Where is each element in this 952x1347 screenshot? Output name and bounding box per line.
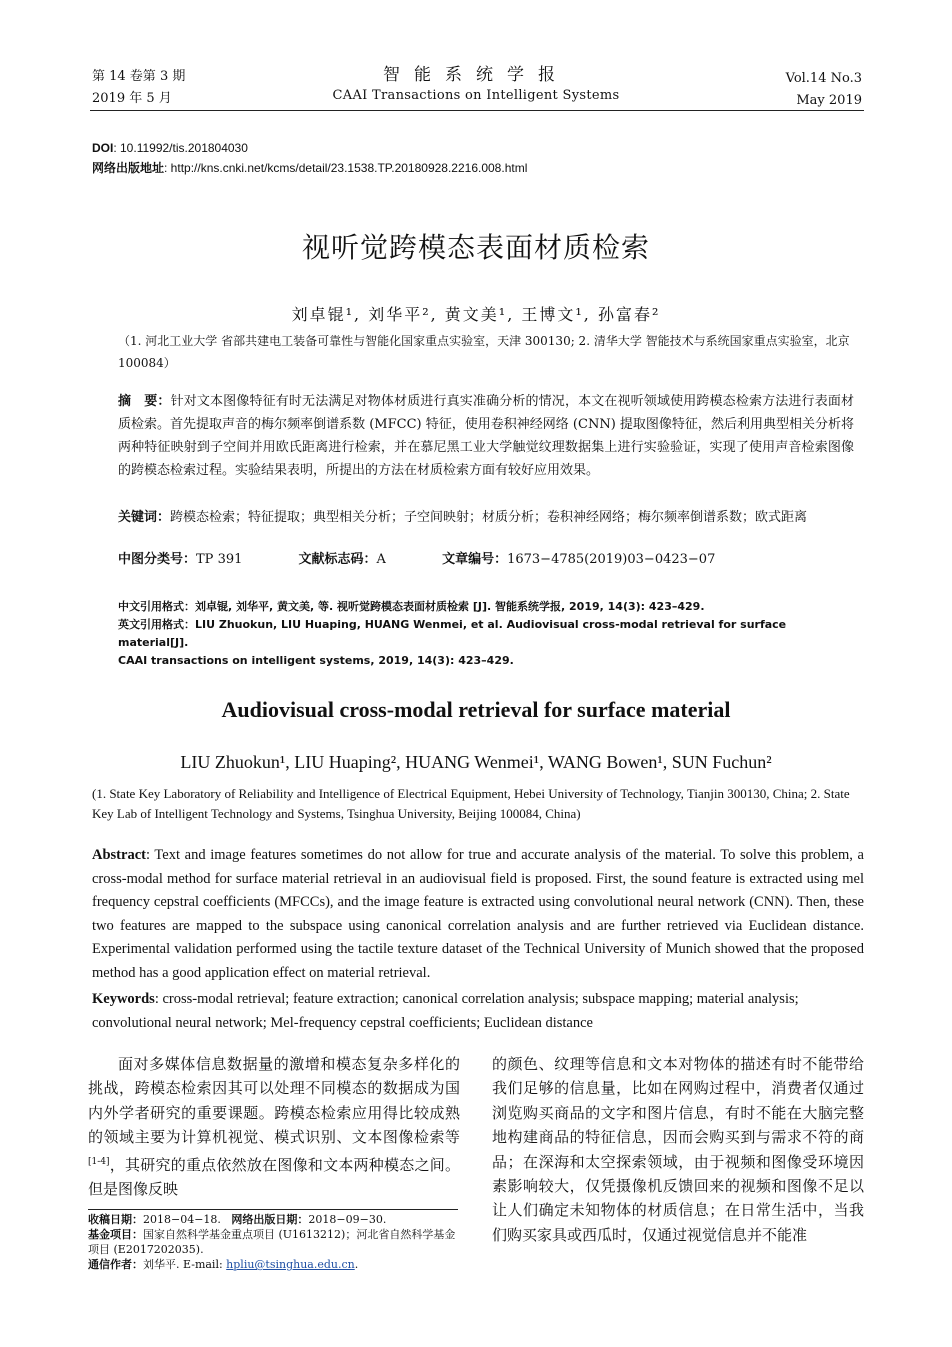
- keywords-cn: [118, 506, 854, 529]
- publication-date: 2019 年 5 月: [92, 91, 172, 106]
- doc-code-field: [299, 552, 412, 567]
- clc-label: 中图分类号：: [118, 552, 197, 567]
- article-no-label: 文章编号：: [442, 552, 508, 567]
- keywords-cn-label: 关键词：: [118, 510, 171, 525]
- keywords-en-text: : cross-modal retrieval; feature extraction; canonical correlation analysis; subspace mapping; material analysis; convolutional neural network; Mel-frequency cepstral coefficients; Euclidean distance: [92, 991, 799, 1031]
- affiliation-en: (1. State Key Laboratory of Reliability and Intelligence of Electrical Equipment, Hebei University of Technology, Tianjin 300130, China; 2. State Key Lab of Intelligent Technology and Systems, Tsinghua University, Beijing 100084, China): [92, 786, 850, 821]
- keywords-cn-text: 跨模态检索；特征提取；典型相关分析；子空间映射；材质分析；卷积神经网络；梅尔频率倒谱系数；欧式距离: [170, 510, 808, 525]
- journal-name-en: CAAI Transactions on Intelligent Systems: [332, 88, 620, 103]
- received-label: 收稿日期：: [88, 1213, 143, 1226]
- email-link[interactable]: hpliu@tsinghua.edu.cn: [226, 1258, 355, 1271]
- online-url-line: [92, 158, 527, 178]
- article-no-field: [442, 552, 741, 567]
- clc-value: TP 391: [196, 552, 243, 567]
- online-url-value[interactable]: : http://kns.cnki.net/kcms/detail/23.1538.TP.20180928.2216.008.html: [164, 161, 528, 175]
- abstract-cn-text: 针对文本图像特征有时无法满足对物体材质进行真实准确分析的情况，本文在视听领域使用跨模态检索方法进行表面材质检索。首先提取声音的梅尔频率倒谱系数 (MFCC) 特征，使用卷积神经网络 (CNN) 提取图像特征，然后利用典型相关分析将两种特征映射到子空间并用欧氏距离进行检索，并在慕尼黑工业大学触觉纹理数据集上进行实验验证，实现了使用声音检索图像的跨模态检索过程。实验结果表明，所提出的方法在材质检索方面有较好应用效果。: [118, 394, 854, 478]
- citation-en-line2: CAAI transactions on intelligent systems, 2019, 14(3): 423–429.: [118, 654, 514, 667]
- abstract-cn-label: 摘 要：: [118, 394, 171, 409]
- citation-block: [118, 598, 858, 670]
- footnote-end: .: [354, 1258, 359, 1271]
- online-url-label: 网络出版地址: [92, 161, 165, 175]
- title-en: Audiovisual cross-modal retrieval for surface material: [221, 697, 731, 722]
- corresponding-author: 刘华平. E-mail:: [143, 1258, 227, 1271]
- doc-code-value: A: [376, 552, 386, 567]
- citation-en-line1: 英文引用格式：LIU Zhuokun, LIU Huaping, HUANG Wenmei, et al. Audiovisual cross-modal retrieval for surface material[J].: [118, 618, 787, 649]
- fund-line: [88, 1227, 460, 1257]
- received-date: 2018−04−18.: [143, 1213, 221, 1226]
- footnote-rule: [88, 1209, 458, 1210]
- doi-label: DOI: [92, 141, 114, 155]
- date-en: May 2019: [796, 93, 862, 108]
- article-no-value: 1673−4785(2019)03−0423−07: [507, 552, 716, 567]
- title-cn: 视听觉跨模态表面材质检索: [301, 231, 650, 264]
- abstract-en: [92, 844, 864, 985]
- dates-line: [88, 1212, 460, 1227]
- body-column-right: 的颜色、纹理等信息和文本对物体的描述有时不能带给我们足够的信息量，比如在网购过程中，消费者仅通过浏览购买商品的文字和图片信息，有时不能在大脑完整地构建商品的特征信息，因而会购买到与需求不符的商品；在深海和太空探索领域，由于视频和图像受环境因素影响较大，仅凭摄像机反馈回来的视频和图像不足以让人们确定未知物体的材质信息；在日常生活中，当我们购买家具或西瓜时，仅通过视觉信息并不能准: [492, 1055, 864, 1244]
- authors-cn: 刘卓锟¹, 刘华平², 黄文美¹, 王博文¹, 孙富春²: [291, 305, 661, 324]
- abstract-en-text: : Text and image features sometimes do not allow for true and accurate analysis of the material. To solve this problem, a cross-modal method for surface material retrieval in an audiovisual field is proposed. First, the sound feature is extracted using mel frequency cepstral coefficients (MFCCs), and the image feature is extracted using convolutional neural network (CNN). Then, these two features are mapped to the subspace using canonical correlation analysis and are further retrieved via Euclidean distance. Experimental validation performed using the tactile texture dataset of the Technical University of Munich showed that the proposed method has a good application effect on material retrieval.: [92, 847, 864, 981]
- header-right: [786, 68, 862, 112]
- journal-name-cn: 智能系统学报: [383, 65, 569, 85]
- body-left-text-cont: ，其研究的重点依然放在图像和文本两种模态之间。但是图像反映: [88, 1155, 460, 1199]
- doi-line: [92, 138, 527, 158]
- authors-en: LIU Zhuokun¹, LIU Huaping², HUANG Wenmei¹, WANG Bowen¹, SUN Fuchun²: [180, 752, 772, 772]
- classification-line: [118, 550, 854, 570]
- doi-block: [92, 138, 527, 178]
- reference-marker[interactable]: [1-4]: [88, 1156, 110, 1167]
- abstract-cn: [118, 390, 854, 482]
- affiliation-cn: （1. 河北工业大学 省部共建电工装备可靠性与智能化国家重点实验室，天津 300130; 2. 清华大学 智能技术与系统国家重点实验室，北京 100084）: [118, 334, 850, 370]
- doi-value[interactable]: : 10.11992/tis.201804030: [113, 141, 248, 155]
- corresponding-label: 通信作者：: [88, 1258, 143, 1271]
- online-date-label: 网络出版日期：: [231, 1213, 309, 1226]
- online-date: 2018−09−30.: [308, 1213, 387, 1226]
- footnote: [88, 1212, 460, 1272]
- corresponding-line: [88, 1257, 460, 1272]
- doc-code-label: 文献标志码：: [298, 552, 377, 567]
- body-left-text: 面对多媒体信息数据量的激增和模态复杂多样化的挑战，跨模态检索因其可以处理不同模态的数据成为国内外学者研究的重要课题。跨模态检索应用得比较成熟的领域主要为计算机视觉、模式识别、文本图像检索等: [88, 1055, 460, 1147]
- fund-label: 基金项目：: [88, 1228, 143, 1241]
- keywords-en-label: Keywords: [92, 991, 155, 1007]
- abstract-en-label: Abstract: [92, 847, 146, 863]
- citation-cn: 中文引用格式：刘卓锟, 刘华平, 黄文美, 等. 视听觉跨模态表面材质检索 [J]. 智能系统学报, 2019, 14(3): 423–429.: [118, 600, 705, 613]
- keywords-en: [92, 988, 864, 1035]
- fund-text: 国家自然科学基金重点项目 (U1613212)；河北省自然科学基金项目 (E2017202035).: [88, 1228, 456, 1256]
- volume-no-en: Vol.14 No.3: [785, 71, 862, 86]
- body-column-left: [88, 1052, 460, 1201]
- header-rule: [90, 110, 864, 111]
- clc-field: [118, 552, 268, 567]
- volume-issue: 第 14 卷第 3 期: [92, 69, 186, 84]
